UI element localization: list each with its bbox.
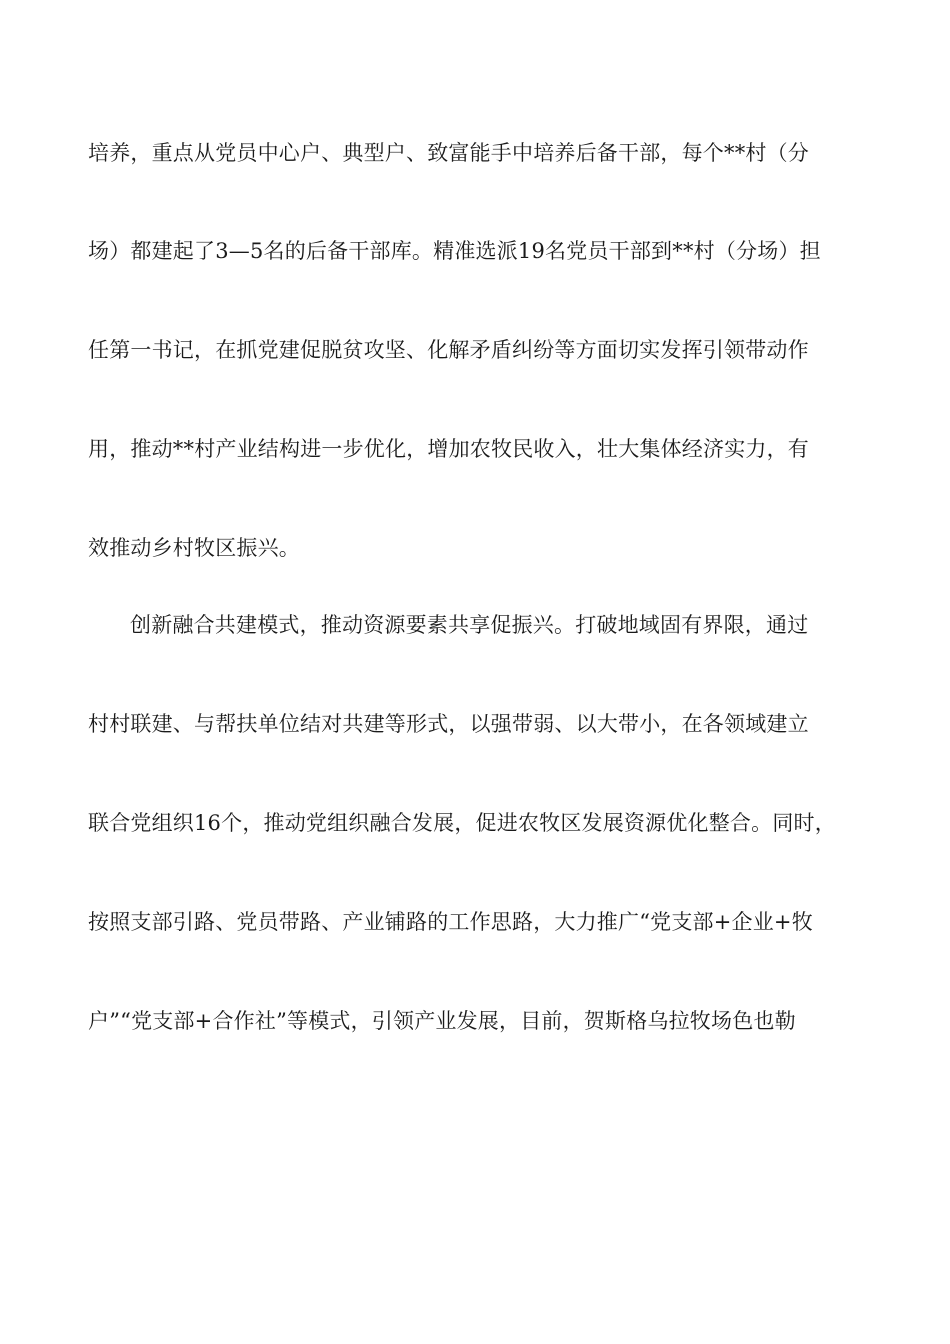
paragraph-1-line-2: 场）都建起了3—5名的后备干部库。精准选派19名党员干部到**村（分场）担 xyxy=(88,239,821,263)
paragraph-1-line-1: 培养，重点从党员中心户、典型户、致富能手中培养后备干部，每个**村（分 xyxy=(88,141,809,165)
paragraph-1-line-4: 用，推动**村产业结构进一步优化，增加农牧民收入，壮大集体经济实力，有 xyxy=(88,437,809,461)
paragraph-2-line-1: 创新融合共建模式，推动资源要素共享促振兴。打破地域固有界限，通过 xyxy=(130,613,809,637)
paragraph-1-line-5: 效推动乡村牧区振兴。 xyxy=(88,536,300,560)
paragraph-2-line-3: 联合党组织16个，推动党组织融合发展，促进农牧区发展资源优化整合。同时， xyxy=(88,811,836,835)
paragraph-2-line-4: 按照支部引路、党员带路、产业铺路的工作思路，大力推广“党支部+企业+牧 xyxy=(88,910,813,934)
paragraph-2-line-5: 户”“党支部+合作社”等模式，引领产业发展，目前，贺斯格乌拉牧场色也勒 xyxy=(88,1009,796,1033)
paragraph-2-line-2: 村村联建、与帮扶单位结对共建等形式，以强带弱、以大带小，在各领域建立 xyxy=(88,712,809,736)
paragraph-1-line-3: 任第一书记，在抓党建促脱贫攻坚、化解矛盾纠纷等方面切实发挥引领带动作 xyxy=(88,338,809,362)
